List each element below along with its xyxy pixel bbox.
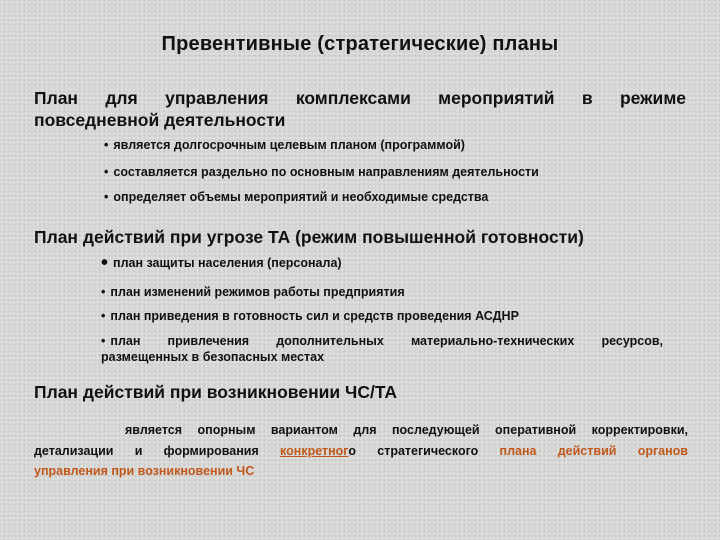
bullet-icon: • [101, 334, 106, 348]
bullet-icon: • [101, 252, 109, 274]
slide-title: Превентивные (стратегические) планы [161, 33, 559, 55]
section1-heading: План для управления комплексами мероприятий в режиме [34, 88, 686, 108]
list-item [101, 333, 663, 349]
paragraph-line-2 [34, 441, 688, 461]
paragraph-line-1: является опорным вариантом для последующей оперативной корректировки, [125, 423, 688, 437]
paragraph-line-3: управления при возникновении ЧС [34, 464, 255, 478]
list-item-text: план защиты населения (персонала) [113, 256, 342, 270]
list-item-continuation: размещенных в безопасных местах [101, 350, 325, 364]
list-item-text: план изменений режимов работы предприятия [110, 285, 405, 299]
section1-heading-continuation: повседневной деятельности [34, 110, 286, 130]
list-item-text: план привлечения дополнительных материально-технических ресурсов, [110, 334, 663, 348]
list-item [101, 308, 519, 324]
paragraph-text: о стратегического [348, 444, 500, 458]
list-item [104, 189, 488, 205]
list-item-text: определяет объемы мероприятий и необходимые средства [113, 190, 489, 204]
list-item [101, 284, 405, 300]
highlighted-text: плана действий органов [499, 444, 688, 458]
section2-heading: План действий при угрозе ТА (режим повышенной готовности) [34, 227, 584, 247]
bullet-icon: • [104, 138, 109, 152]
list-item-text: является долгосрочным целевым планом (программой) [113, 138, 465, 152]
list-item-text: составляется раздельно по основным направлениям деятельности [113, 165, 539, 179]
list-item [101, 252, 342, 274]
bullet-icon: • [104, 165, 109, 179]
section3-heading: План действий при возникновении ЧС/ТА [34, 382, 398, 402]
list-item [104, 164, 539, 180]
list-item-text: план приведения в готовность сил и средств проведения АСДНР [110, 309, 519, 323]
specific-link[interactable]: конкретног [280, 444, 349, 458]
bullet-icon: • [101, 309, 106, 323]
paragraph-text: детализации и формирования [34, 444, 281, 458]
bullet-icon: • [101, 285, 106, 299]
list-item [104, 137, 465, 153]
bullet-icon: • [104, 190, 109, 204]
